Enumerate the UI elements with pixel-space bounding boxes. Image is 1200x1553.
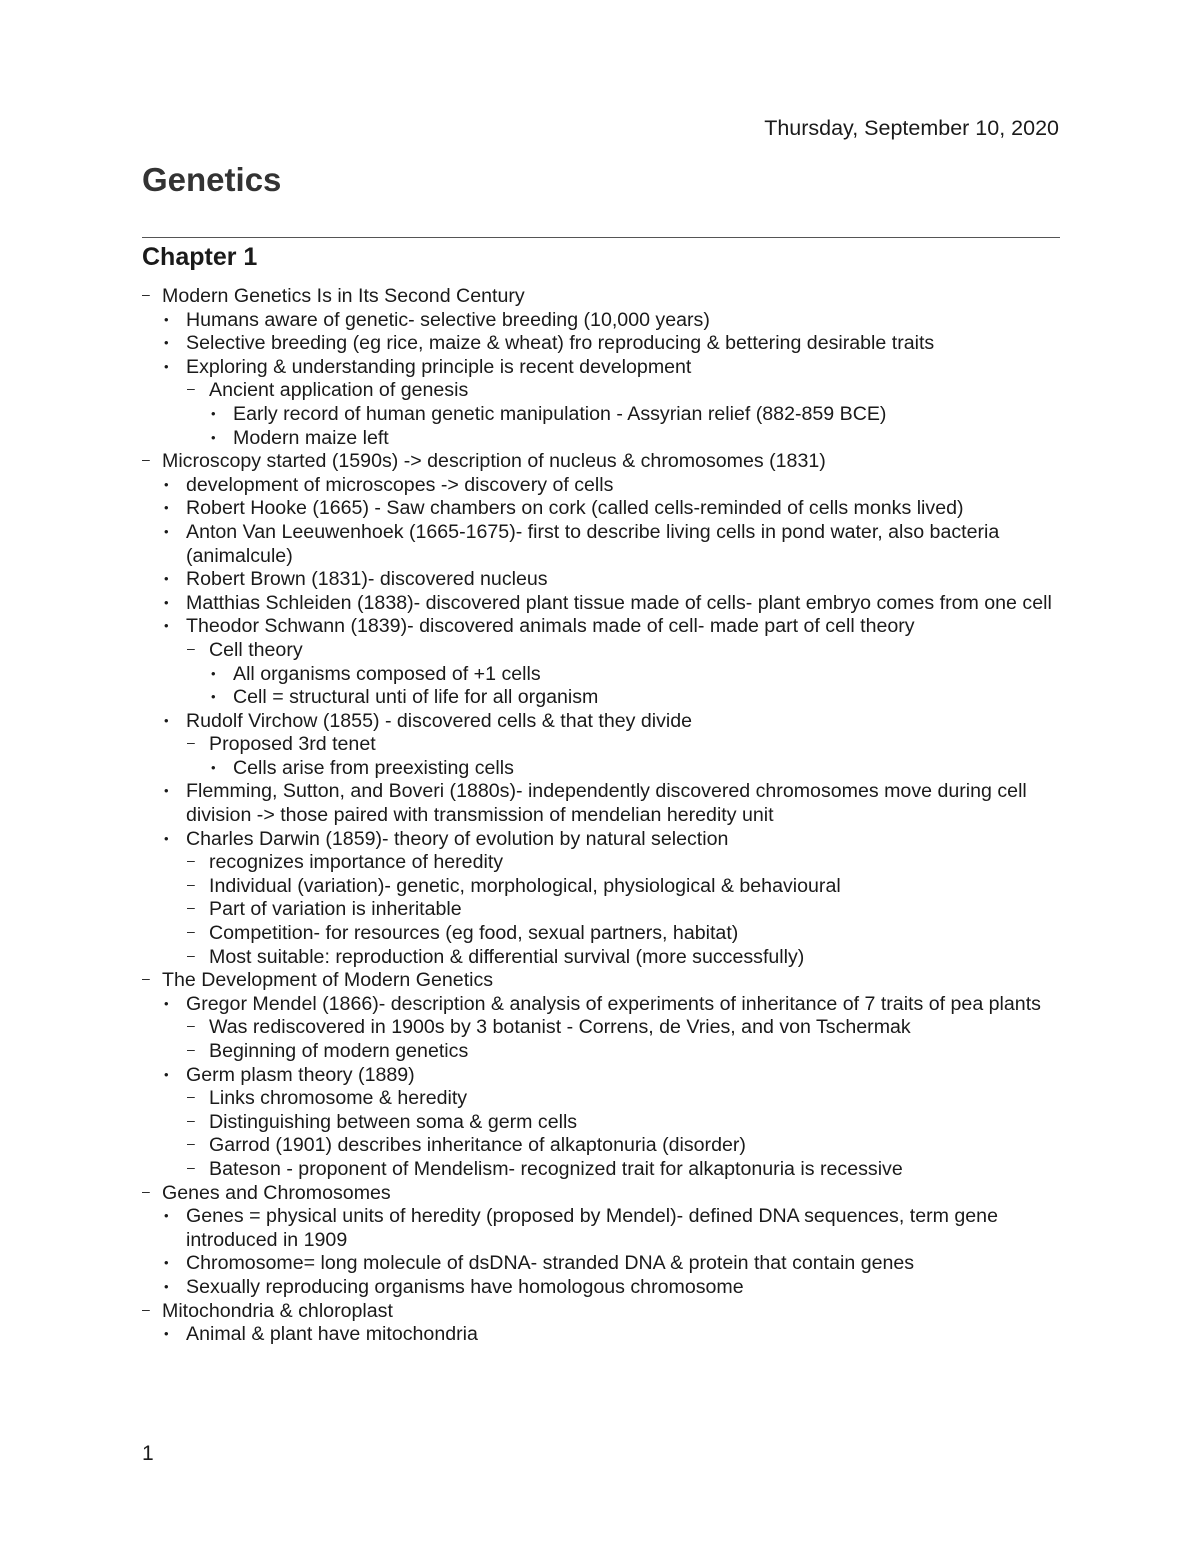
dot-bullet-icon — [164, 521, 186, 546]
outline-item — [142, 898, 1062, 922]
dot-bullet-icon — [211, 686, 233, 711]
outline-item-text: Microscopy started (1590s) -> description of nucleus & chromosomes (1831) — [162, 450, 826, 473]
dot-bullet-icon — [211, 757, 233, 782]
dot-bullet-icon — [164, 1276, 186, 1301]
dash-bullet-icon — [187, 733, 209, 758]
outline-item — [142, 427, 1062, 451]
outline-item-text: Beginning of modern genetics — [209, 1040, 469, 1062]
outline-item-text: Ancient application of genesis — [209, 379, 469, 402]
outline-item — [142, 663, 1062, 687]
outline-item — [142, 450, 1062, 474]
page-number: 1 — [142, 1442, 154, 1465]
dot-bullet-icon — [164, 592, 186, 617]
dot-bullet-icon — [164, 309, 186, 334]
outline-item-text: Genes = physical units of heredity (proposed by Mendel)- defined DNA sequences, term gene introduced in 1909 — [186, 1205, 998, 1251]
outline-item-text: Links chromosome & heredity — [209, 1087, 468, 1110]
outline-item-text: Modern Genetics Is in Its Second Century — [162, 285, 525, 307]
outline-item — [142, 1111, 1062, 1135]
dot-bullet-icon — [164, 993, 186, 1018]
outline-item-text: Germ plasm theory (1889) — [186, 1063, 415, 1086]
dash-bullet-icon — [187, 1016, 209, 1041]
outline-item-text: recognizes importance of heredity — [209, 851, 504, 874]
outline-item — [142, 639, 1062, 663]
document-title: Genetics — [142, 161, 282, 198]
outline-item — [142, 309, 1062, 333]
dot-bullet-icon — [164, 828, 186, 853]
outline-item — [142, 851, 1062, 875]
chapter-heading: Chapter 1 — [142, 243, 258, 271]
outline-item-text: Theodor Schwann (1839)- discovered animals made of cell- made part of cell theory — [186, 615, 915, 638]
dash-bullet-icon — [187, 1158, 209, 1183]
outline-item-text: Cell = structural unti of life for all organism — [233, 686, 599, 709]
outline-item — [142, 1323, 1062, 1347]
dash-bullet-icon — [187, 639, 209, 664]
dash-bullet-icon — [187, 851, 209, 876]
dot-bullet-icon — [211, 663, 233, 688]
dot-bullet-icon — [164, 615, 186, 640]
outline-item — [142, 1158, 1062, 1182]
outline-item-text: Exploring & understanding principle is recent development — [186, 355, 692, 378]
outline-item-text: Was rediscovered in 1900s by 3 botanist - Correns, de Vries, and von Tschermak — [209, 1016, 911, 1039]
outline-item — [142, 521, 1062, 568]
outline-item — [142, 568, 1062, 592]
dash-bullet-icon — [187, 898, 209, 923]
outline-item-text: Proposed 3rd tenet — [209, 733, 376, 756]
outline-item-text: Most suitable: reproduction & differential survival (more successfully) — [209, 945, 805, 968]
dash-bullet-icon — [187, 379, 209, 404]
outline-item-text: Anton Van Leeuwenhoek (1665-1675)- first to describe living cells in pond water, also bacteria (animalcule) — [186, 520, 1000, 567]
title-divider — [142, 237, 1060, 238]
dot-bullet-icon — [164, 1323, 186, 1348]
outline-item-text: Mitochondria & chloroplast — [162, 1299, 393, 1322]
outline-item — [142, 1252, 1062, 1276]
outline-item — [142, 403, 1062, 427]
outline-item-text: development of microscopes -> discovery of cells — [186, 473, 614, 496]
outline-item-text: Modern maize left — [233, 426, 389, 449]
outline-item — [142, 946, 1062, 970]
outline-item-text: Robert Brown (1831)- discovered nucleus — [186, 568, 548, 591]
dot-bullet-icon — [211, 403, 233, 428]
outline-item — [142, 922, 1062, 946]
outline-item — [142, 1205, 1062, 1252]
dash-bullet-icon — [142, 285, 164, 310]
dash-bullet-icon — [187, 875, 209, 900]
outline-item — [142, 332, 1062, 356]
dash-bullet-icon — [187, 946, 209, 971]
dash-bullet-icon — [187, 1040, 209, 1065]
dash-bullet-icon — [187, 922, 209, 947]
outline-item — [142, 379, 1062, 403]
dash-bullet-icon — [142, 969, 164, 994]
outline-item-text: Flemming, Sutton, and Boveri (1880s)- independently discovered chromosomes move during cell division -> those paired with transmission of mendelian heredity unit — [186, 780, 1027, 827]
outline-item-text: Selective breeding (eg rice, maize & wheat) fro reproducing & bettering desirable traits — [186, 332, 935, 355]
outline-item — [142, 710, 1062, 734]
outline-item-text: Robert Hooke (1665) - Saw chambers on cork (called cells-reminded of cells monks lived) — [186, 497, 964, 520]
outline-item-text: Early record of human genetic manipulation - Assyrian relief (882-859 BCE) — [233, 402, 887, 425]
dash-bullet-icon — [142, 450, 164, 475]
outline-item-text: Rudolf Virchow (1855) - discovered cells & that they divide — [186, 709, 693, 732]
outline-item — [142, 828, 1062, 852]
dot-bullet-icon — [164, 497, 186, 522]
outline-item-text: Genes and Chromosomes — [162, 1181, 391, 1204]
outline-item — [142, 969, 1062, 993]
outline-item-text: Garrod (1901) describes inheritance of alkaptonuria (disorder) — [209, 1134, 746, 1157]
outline-item — [142, 1182, 1062, 1206]
outline-item — [142, 993, 1062, 1017]
outline-item-text: Cell theory — [209, 638, 303, 661]
outline-item — [142, 1300, 1062, 1324]
outline-item-text: Distinguishing between soma & germ cells — [209, 1110, 578, 1133]
outline-item — [142, 592, 1062, 616]
dash-bullet-icon — [187, 1111, 209, 1136]
outline-item-text: Competition- for resources (eg food, sexual partners, habitat) — [209, 922, 739, 945]
outline-item-text: Charles Darwin (1859)- theory of evolution by natural selection — [186, 827, 729, 850]
outline-item-text: The Development of Modern Genetics — [162, 969, 494, 992]
dot-bullet-icon — [164, 1205, 186, 1230]
dot-bullet-icon — [164, 332, 186, 357]
dash-bullet-icon — [187, 1087, 209, 1112]
outline-item — [142, 733, 1062, 757]
notes-outline — [142, 285, 1062, 1347]
outline-item-text: Individual (variation)- genetic, morphological, physiological & behavioural — [209, 874, 841, 897]
dot-bullet-icon — [164, 1064, 186, 1089]
dash-bullet-icon — [187, 1134, 209, 1159]
outline-item-text: Matthias Schleiden (1838)- discovered plant tissue made of cells- plant embryo comes from one cell — [186, 591, 1052, 614]
outline-item-text: All organisms composed of +1 cells — [233, 662, 541, 685]
outline-item-text: Cells arise from preexisting cells — [233, 756, 514, 779]
outline-item — [142, 1040, 1062, 1064]
outline-item — [142, 875, 1062, 899]
outline-item-text: Gregor Mendel (1866)- description & analysis of experiments of inheritance of 7 traits of pea plants — [186, 992, 1041, 1015]
dash-bullet-icon — [142, 1300, 164, 1325]
dot-bullet-icon — [164, 710, 186, 735]
outline-item-text: Bateson - proponent of Mendelism- recognized trait for alkaptonuria is recessive — [209, 1157, 903, 1180]
outline-item-text: Humans aware of genetic- selective breeding (10,000 years) — [186, 308, 710, 331]
outline-item — [142, 615, 1062, 639]
outline-item-text: Part of variation is inheritable — [209, 898, 462, 921]
dot-bullet-icon — [164, 356, 186, 381]
outline-item — [142, 497, 1062, 521]
document-date: Thursday, September 10, 2020 — [764, 116, 1059, 140]
outline-item — [142, 757, 1062, 781]
outline-item — [142, 686, 1062, 710]
outline-item — [142, 285, 1062, 309]
outline-item — [142, 1064, 1062, 1088]
outline-item — [142, 780, 1062, 827]
dot-bullet-icon — [164, 568, 186, 593]
outline-item — [142, 1087, 1062, 1111]
outline-item — [142, 1276, 1062, 1300]
outline-item — [142, 1016, 1062, 1040]
dash-bullet-icon — [142, 1182, 164, 1207]
outline-item — [142, 356, 1062, 380]
outline-item — [142, 1134, 1062, 1158]
dot-bullet-icon — [164, 1252, 186, 1277]
dot-bullet-icon — [211, 427, 233, 452]
dot-bullet-icon — [164, 474, 186, 499]
outline-item-text: Chromosome= long molecule of dsDNA- stranded DNA & protein that contain genes — [186, 1252, 915, 1275]
outline-item — [142, 474, 1062, 498]
outline-item-text: Sexually reproducing organisms have homologous chromosome — [186, 1275, 744, 1298]
outline-item-text: Animal & plant have mitochondria — [186, 1323, 478, 1346]
dot-bullet-icon — [164, 780, 186, 805]
